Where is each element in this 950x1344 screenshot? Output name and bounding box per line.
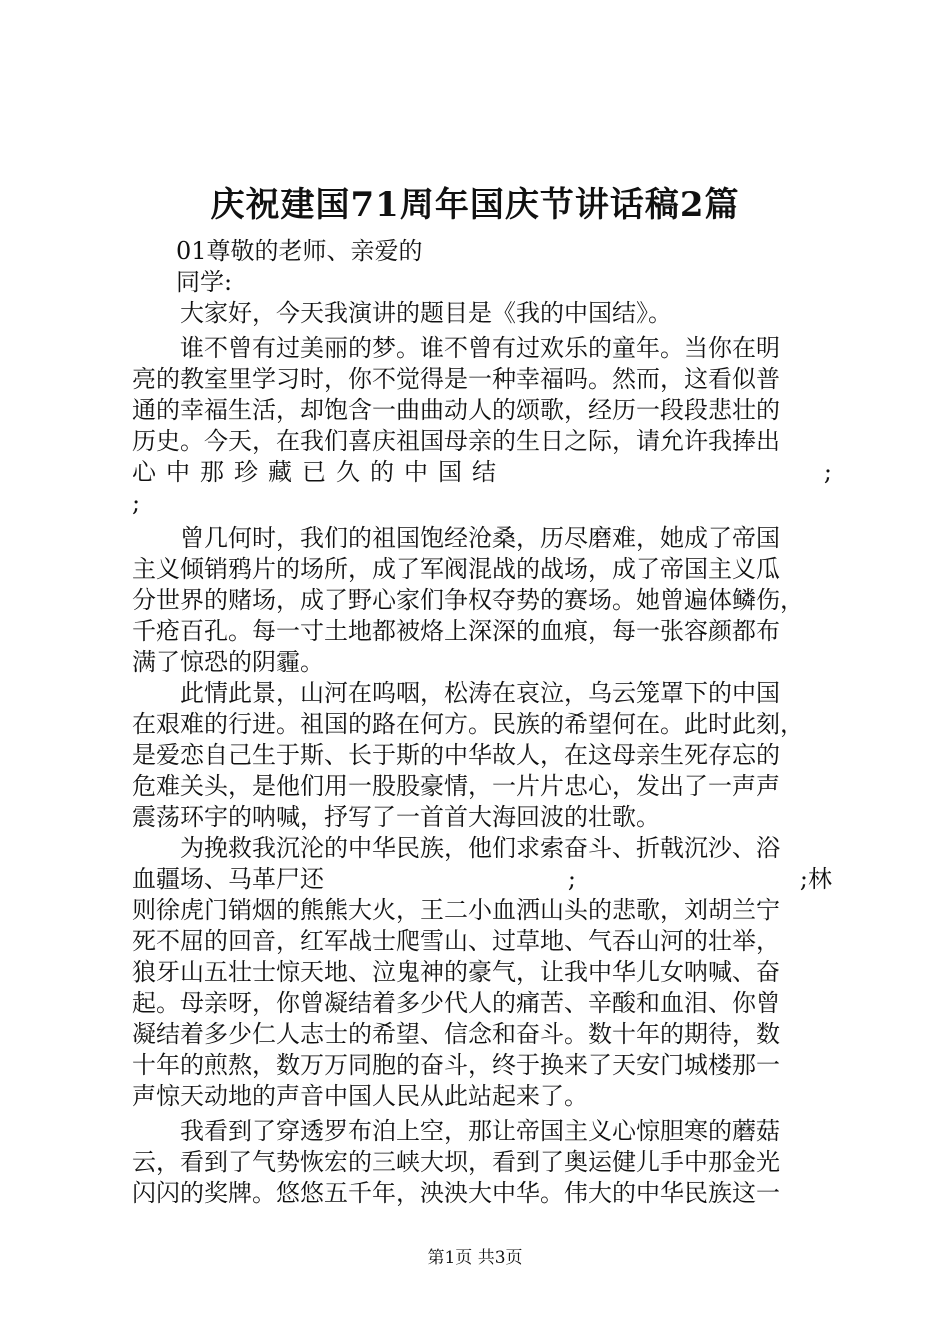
text-line: 十年的煎熬，数万万同胞的奋斗，终于换来了天安门城楼那一 bbox=[132, 1051, 780, 1079]
text-segment: 心中那珍藏已久的中国结 bbox=[132, 458, 506, 486]
text-line-justified bbox=[132, 457, 832, 488]
text-line: 震荡环宇的呐喊，抒写了一首首大海回波的壮歌。 bbox=[132, 803, 660, 831]
text-line: 云，看到了气势恢宏的三峡大坝，看到了奥运健儿手中那金光 bbox=[132, 1148, 780, 1176]
text-line: 危难关头，是他们用一股股豪情，一片片忠心，发出了一声声 bbox=[132, 772, 780, 800]
text-line: 01尊敬的老师、亲爱的 bbox=[176, 237, 423, 265]
text-line-justified bbox=[132, 864, 832, 895]
text-segment: ; bbox=[823, 458, 832, 486]
text-line: 分世界的赌场，成了野心家们争权夺势的赛场。她曾遍体鳞伤， bbox=[132, 586, 804, 614]
page-footer: 第1页 共3页 bbox=[427, 1248, 523, 1268]
text-line: 则徐虎门销烟的熊熊大火，王二小血洒山头的悲歌，刘胡兰宁 bbox=[132, 896, 780, 924]
text-line: 此情此景，山河在呜咽，松涛在哀泣，乌云笼罩下的中国 bbox=[180, 679, 780, 707]
text-line: 曾几何时，我们的祖国饱经沧桑，历尽磨难，她成了帝国 bbox=[180, 524, 780, 552]
text-line: 我看到了穿透罗布泊上空，那让帝国主义心惊胆寒的蘑菇 bbox=[180, 1117, 780, 1145]
text-segment: ; bbox=[567, 865, 576, 893]
text-line: 谁不曾有过美丽的梦。谁不曾有过欢乐的童年。当你在明 bbox=[180, 334, 780, 362]
text-line: ; bbox=[132, 489, 141, 517]
text-line: 满了惊恐的阴霾。 bbox=[132, 648, 324, 676]
text-segment: ;林 bbox=[799, 865, 832, 893]
text-line: 在艰难的行进。祖国的路在何方。民族的希望何在。此时此刻， bbox=[132, 710, 804, 738]
text-segment: 血疆场、马革尸还 bbox=[132, 865, 324, 893]
text-line: 起。母亲呀，你曾凝结着多少代人的痛苦、辛酸和血泪、你曾 bbox=[132, 989, 780, 1017]
text-line: 同学: bbox=[176, 268, 233, 296]
text-line: 是爱恋自己生于斯、长于斯的中华故人，在这母亲生死存忘的 bbox=[132, 741, 780, 769]
text-line: 声惊天动地的声音中国人民从此站起来了。 bbox=[132, 1082, 588, 1110]
text-line: 大家好，今天我演讲的题目是《我的中国结》。 bbox=[180, 299, 672, 327]
text-line: 死不屈的回音，红军战士爬雪山、过草地、气吞山河的壮举， bbox=[132, 927, 780, 955]
text-line: 为挽救我沉沦的中华民族，他们求索奋斗、折戟沉沙、浴 bbox=[180, 834, 780, 862]
text-line: 历史。今天，在我们喜庆祖国母亲的生日之际，请允许我捧出 bbox=[132, 427, 780, 455]
text-line: 主义倾销鸦片的场所，成了军阀混战的战场，成了帝国主义瓜 bbox=[132, 555, 780, 583]
text-line: 千疮百孔。每一寸土地都被烙上深深的血痕，每一张容颜都布 bbox=[132, 617, 780, 645]
text-line: 狼牙山五壮士惊天地、泣鬼神的豪气，让我中华儿女呐喊、奋 bbox=[132, 958, 780, 986]
document-title: 庆祝建国71周年国庆节讲话稿2篇 bbox=[210, 185, 740, 225]
text-line: 闪闪的奖牌。悠悠五千年，泱泱大中华。伟大的中华民族这一 bbox=[132, 1179, 780, 1207]
text-line: 凝结着多少仁人志士的希望、信念和奋斗。数十年的期待，数 bbox=[132, 1020, 780, 1048]
text-line: 通的幸福生活，却饱含一曲曲动人的颂歌，经历一段段悲壮的 bbox=[132, 396, 780, 424]
document-body bbox=[132, 236, 832, 1209]
text-line: 亮的教室里学习时，你不觉得是一种幸福吗。然而，这看似普 bbox=[132, 365, 780, 393]
